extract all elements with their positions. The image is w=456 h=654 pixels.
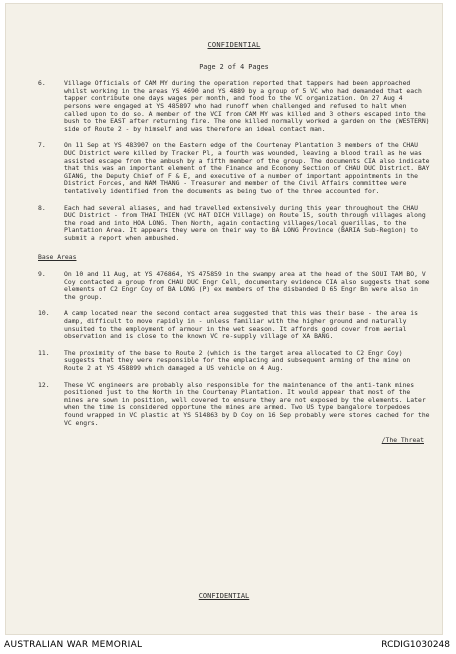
- paragraph-text: On 10 and 11 Aug, at YS 476864, YS 475859 in the swampy area at the head of the SOUI TAM BO, V Coy contacted a group from CHAU DUC Engr Cell, documentary evidence CIA also suggests that some elements of C2 Engr Coy of BA LONG (P) ex members of the disbanded D 65 Engr Bn were also in the group.: [64, 270, 430, 301]
- security-marking-bottom: CONFIDENTIAL: [198, 592, 250, 600]
- paragraph-text: Each had several aliases, and had travelled extensively during this year throughout the CHAU DUC District - from THAI THIEN (VC HAT DICH Village) on Route 15, south through villages along the road and into HOA LONG. Then North, again contacting villages/local guerillas, to the Plantation Area. It appears they were on their way to BA LONG Province (BARIA Sub-Region) to submit a report when ambushed.: [64, 203, 426, 242]
- security-marking-top: CONFIDENTIAL: [207, 41, 261, 49]
- document-body: [38, 42, 430, 445]
- paragraph-8: [38, 205, 430, 243]
- document-page: [6, 4, 442, 634]
- paragraph-text: These VC engineers are probably also responsible for the maintenance of the anti-tank mines positioned just to the North in the Courtenay Plantation. It would appear that most of the mines are sown in position, well covered to ensure they are not exposed by the elements. Later when the time is considered opportune the mines are armed. Two US type bangalore torpedoes found wrapped in VC plastic at YS 514863 by D Coy on 16 Sep probably were stores cached for the VC engrs.: [64, 380, 430, 427]
- paragraph-text: A camp located near the second contact area suggested that this was their base - the area is damp, difficult to move rapidly in - unless familiar with the higher ground and naturally unsuited to the employment of armour in the wet season. It affords good cover from aerial observation and is close to the known VC re-supply village of XA BANG.: [64, 309, 418, 341]
- page-number: Page 2 of 4 Pages: [199, 62, 269, 71]
- paragraph-number: 6.: [38, 79, 46, 88]
- paragraph-7: [38, 142, 430, 195]
- paragraph-text: On 11 Sep at YS 483907 on the Eastern edge of the Courtenay Plantation 3 members of the CHAU DUC District were killed by Tracker Pl, a fourth was wounded, leaving a blood trail as he was assisted escape from the ambush by a fifth member of the group. The documents CIA also indicate that this was an important element of the Finance and Economy Section of CHAU DUC District. BAY GIANG, the Deputy Chief of F & E, and executive of a number of important appointments in the District Forces, and NAM THANG - Treasurer and member of the Civil Affairs committee were tentatively identified from the documents as being two of the three accounted for.: [64, 141, 430, 195]
- paragraph-number: 8.: [38, 203, 46, 212]
- paragraph-9: [38, 271, 430, 301]
- paragraph-12: [38, 382, 430, 428]
- paragraph-number: 11.: [38, 348, 50, 357]
- paragraph-text: Village Officials of CAM MY during the operation reported that tappers had been approached whilst working in the areas YS 4690 and YS 4889 by a group of 5 VC who had demanded that each tapper contribute one days wages per month, and food to the VC organization. On 27 Aug 4 persons were engaged at YS 485897 who had runoff when challenged and refused to halt when called upon to do so. A member of the VCI from CAM MY was killed and 3 others escaped into the bush to the EAST after returning fire. The one killed normally worked a garden on the (WESTERN) side of Route 2 - by himself and was therefore an ideal contact man.: [64, 79, 430, 133]
- paragraph-11: [38, 350, 430, 373]
- continuation-catchword: /The Threat: [381, 436, 424, 445]
- paragraph-6: [38, 80, 430, 133]
- paragraph-number: 10.: [38, 309, 50, 318]
- paragraph-number: 9.: [38, 270, 46, 279]
- section-heading: Base Areas: [38, 253, 77, 262]
- archive-footer: [0, 636, 456, 654]
- paragraph-number: 12.: [38, 380, 50, 389]
- institution-name: AUSTRALIAN WAR MEMORIAL: [4, 640, 143, 650]
- paragraph-text: The proximity of the base to Route 2 (which is the target area allocated to C2 Engr Coy) suggests that they were responsible for the emplacing and subsequent arming of the mine on Route 2 at YS 458899 which damaged a US vehicle on 4 Aug.: [64, 348, 411, 372]
- paragraph-number: 7.: [38, 141, 46, 150]
- paragraph-10: [38, 310, 430, 340]
- record-id: RCDIG1030248: [381, 640, 450, 650]
